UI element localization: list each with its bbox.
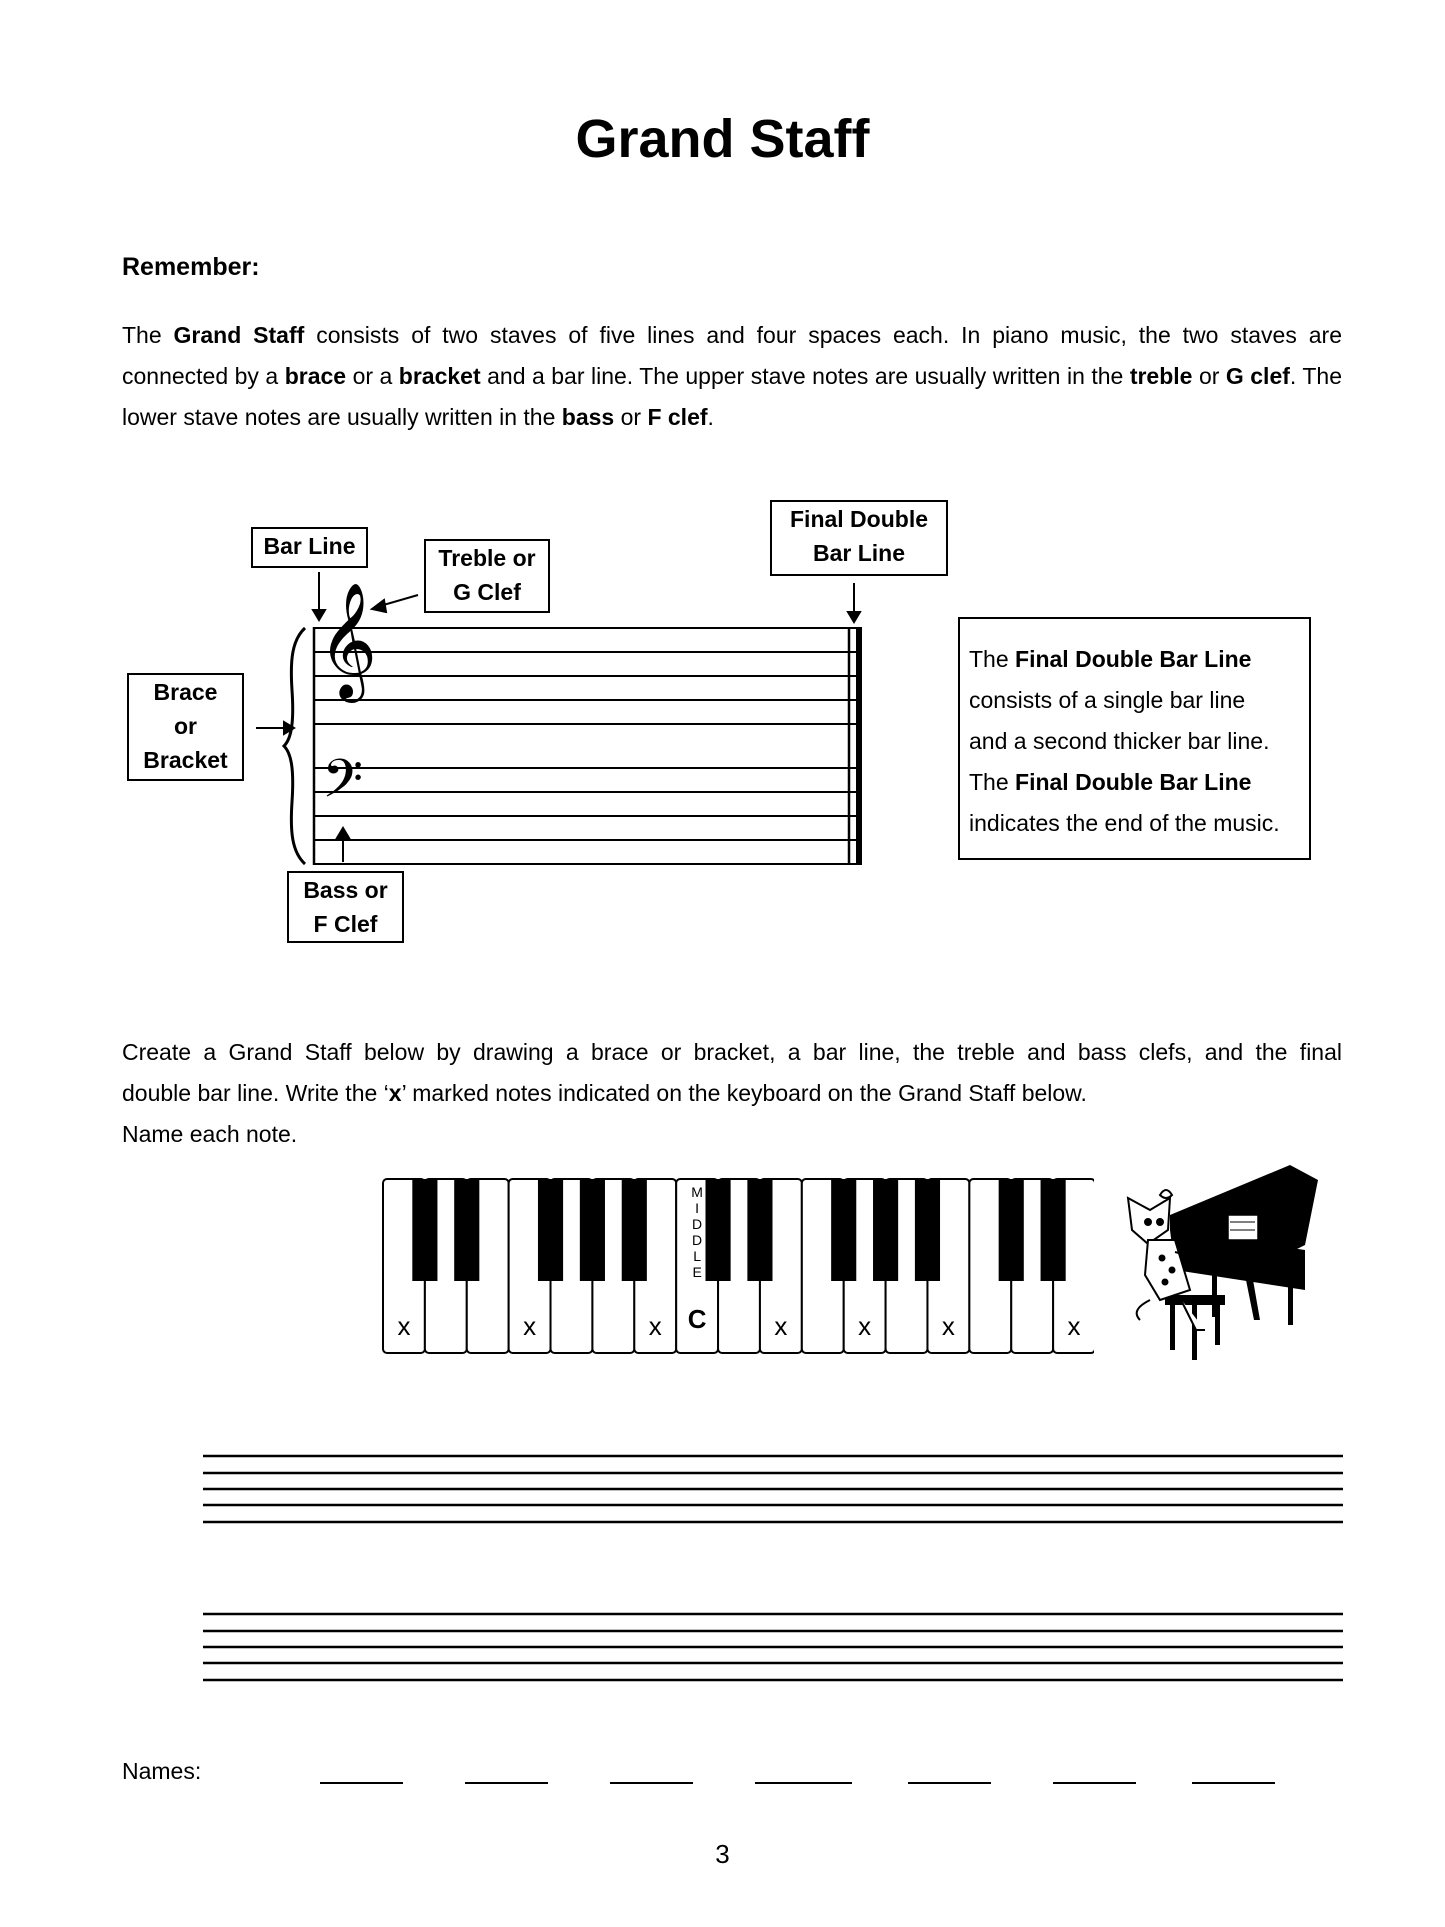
page-title: Grand Staff [575,109,870,169]
name-blank-3[interactable] [610,1782,693,1784]
name-blank-1[interactable] [320,1782,403,1784]
middle-letter: L [693,1248,701,1264]
instructions-line-1: Create a Grand Staff below by drawing a brace or bracket, a bar line, the treble and bass clefs, and the final [122,1039,1342,1065]
name-blank-5[interactable] [908,1782,991,1784]
final-double-bar-line-label: Final Double Bar Line [770,500,948,576]
bar-line-label: Bar Line [251,527,368,568]
instructions-line-3: Name each note. [122,1121,298,1147]
instructions-line-2: double bar line. Write the ‘x’ marked notes indicated on the keyboard on the Grand Staff below. [122,1080,1087,1106]
middle-letter: E [692,1264,702,1280]
key-x-mark: x [858,1311,872,1341]
blank-treble-staff [203,1456,1343,1522]
bass-clef-label: Bass or F Clef [287,871,404,943]
name-blank-2[interactable] [465,1782,548,1784]
treble-clef-label: Treble or G Clef [424,539,550,613]
key-x-mark: x [941,1311,955,1341]
treble-clef-icon: 𝄞 [318,584,378,696]
middle-letter: D [692,1232,703,1248]
key-x-mark: x [1067,1311,1081,1341]
remember-heading: Remember: [122,253,260,281]
key-x-mark: x [397,1311,411,1341]
name-blank-7[interactable] [1192,1782,1275,1784]
middle-letter: I [695,1200,700,1216]
middle-letter: M [691,1184,703,1200]
key-x-mark: x [774,1311,788,1341]
name-blank-6[interactable] [1053,1782,1136,1784]
names-label: Names: [122,1758,202,1784]
page-number: 3 [715,1839,730,1869]
blank-bass-staff [203,1614,1343,1680]
name-blank-4[interactable] [755,1782,852,1784]
key-x-mark: x [648,1311,662,1341]
key-x-mark: x [523,1311,537,1341]
final-double-bar-line-info-box: The Final Double Bar Line consists of a single bar line and a second thicker bar line. The Final Double Bar Line indicates the end of the music. [958,617,1311,860]
middle-letter: D [692,1216,703,1232]
intro-paragraph: The Grand Staff consists of two staves of five lines and four spaces each. In piano music, the two staves are connected by a brace or a bracket and a bar line. The upper stave notes are usually written in the treble or G clef. The lower stave notes are usually written in the bass or F clef. [122,322,1343,430]
brace-or-bracket-label: Brace or Bracket [127,673,244,781]
middle-c-label: C [687,1304,707,1334]
bass-clef-icon: 𝄢 [322,749,364,821]
